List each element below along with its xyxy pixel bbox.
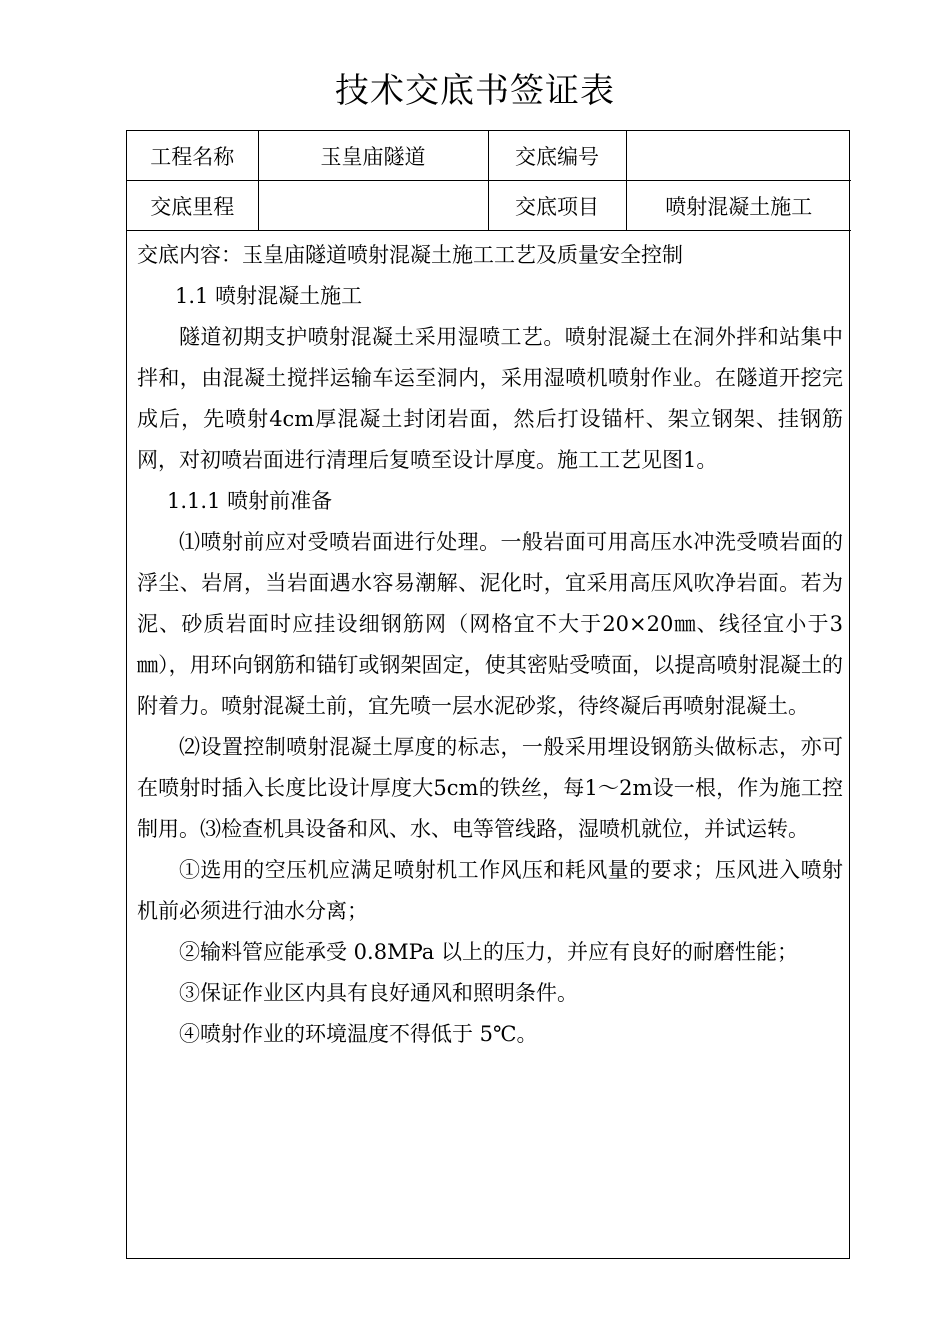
- document-title: 技术交底书签证表: [335, 71, 615, 111]
- content-intro: 交底内容：玉皇庙隧道喷射混凝土施工工艺及质量安全控制: [137, 243, 683, 267]
- disclosure-item-label: 交底项目: [488, 181, 626, 231]
- paragraph-4: ①选用的空压机应满足喷射机工作风压和耗风量的要求；压风进入喷射机前必须进行油水分离；: [137, 858, 843, 923]
- paragraph-3: ⑵设置控制喷射混凝土厚度的标志，一般采用埋设钢筋头做标志，亦可在喷射时插入长度比设计厚度大5cm的铁丝，每1～2m设一根，作为施工控制用。⑶检查机具设备和风、水、电等管线路，湿喷机就位，并试运转。: [137, 735, 843, 841]
- paragraph-1: 隧道初期支护喷射混凝土采用湿喷工艺。喷射混凝土在洞外拌和站集中拌和，由混凝土搅拌运输车运至洞内，采用湿喷机喷射作业。在隧道开挖完成后，先喷射4cm厚混凝土封闭岩面，然后打设锚杆、架立钢架、挂钢筋网，对初喷岩面进行清理后复喷至设计厚度。施工工艺见图1。: [137, 325, 843, 472]
- section-heading-1-1: 1.1 喷射混凝土施工: [175, 284, 363, 308]
- project-name-label: 工程名称: [127, 131, 258, 181]
- disclosure-content: [137, 235, 843, 1055]
- header-table: [127, 131, 851, 231]
- sign-off-form: [126, 130, 850, 1259]
- disclosure-item-value: 喷射混凝土施工: [626, 181, 851, 231]
- disclosure-number-value: [626, 131, 851, 181]
- paragraph-5: ②输料管应能承受 0.8MPa 以上的压力，并应有良好的耐磨性能；: [179, 940, 798, 964]
- paragraph-6: ③保证作业区内具有良好通风和照明条件。: [179, 981, 578, 1005]
- header-row-2: [127, 181, 851, 231]
- header-row-1: [127, 131, 851, 181]
- project-name-value: 玉皇庙隧道: [258, 131, 488, 181]
- disclosure-number-label: 交底编号: [488, 131, 626, 181]
- paragraph-2: ⑴喷射前应对受喷岩面进行处理。一般岩面可用高压水冲洗受喷岩面的浮尘、岩屑，当岩面遇水容易潮解、泥化时，宜采用高压风吹净岩面。若为泥、砂质岩面时应挂设细钢筋网（网格宜不大于20×20㎜、线径宜小于3㎜），用环向钢筋和锚钉或钢架固定，使其密贴受喷面，以提高喷射混凝土的附着力。喷射混凝土前，宜先喷一层水泥砂浆，待终凝后再喷射混凝土。: [137, 530, 843, 718]
- mileage-label: 交底里程: [127, 181, 258, 231]
- mileage-value: [258, 181, 488, 231]
- section-heading-1-1-1: 1.1.1 喷射前准备: [167, 489, 333, 513]
- paragraph-7: ④喷射作业的环境温度不得低于 5℃。: [179, 1022, 538, 1046]
